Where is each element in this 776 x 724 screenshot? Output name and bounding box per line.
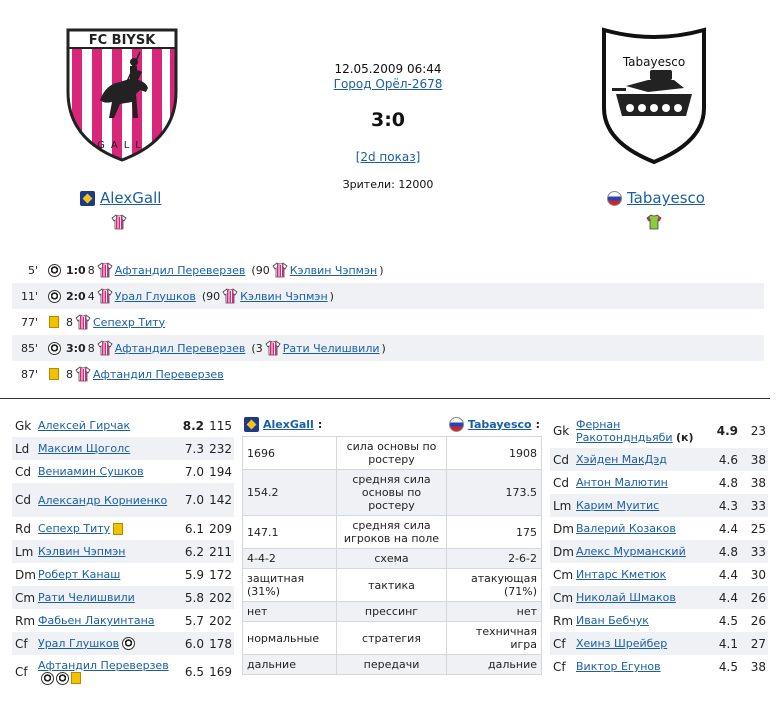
player-power: 38: [750, 475, 766, 490]
player-power: 25: [750, 521, 766, 536]
event-assist-close: ): [381, 341, 386, 355]
stats-row: [243, 655, 542, 675]
player-link[interactable]: Рати Челишвили: [38, 591, 135, 604]
event-assist-link[interactable]: Кэлвин Чэпмэн: [289, 263, 378, 277]
player-name-cell: [38, 591, 176, 604]
event-assist-link[interactable]: Кэлвин Чэпмэн: [240, 289, 328, 303]
away-lineup-row: [550, 632, 768, 655]
away-lineup-row: [550, 540, 768, 563]
player-power: 169: [209, 665, 232, 679]
away-lineup-row: [550, 586, 768, 609]
stats-table: [242, 436, 542, 675]
event-row: [12, 283, 764, 309]
player-rating: 4.6: [718, 452, 738, 467]
event-player-link[interactable]: Афтандил Переверзев: [114, 341, 246, 355]
event-player-number: 8: [87, 341, 95, 355]
stats-label: сила основы по ростеру: [337, 437, 447, 470]
player-rating: 4.8: [718, 544, 738, 559]
event-assist-minute: (90: [251, 263, 270, 277]
player-link[interactable]: Валерий Козаков: [576, 522, 676, 535]
event-player-link[interactable]: Афтандил Переверзев: [114, 263, 246, 277]
home-lineup-row: [12, 609, 234, 632]
event-row: [12, 361, 764, 387]
player-power: 26: [750, 590, 766, 605]
australia-flag-icon: [80, 191, 95, 206]
player-rating: 5.8: [184, 590, 204, 605]
event-icon: [44, 290, 64, 303]
player-position: Cm: [553, 590, 574, 605]
home-lineup-row: [12, 655, 234, 689]
player-name-cell: [576, 453, 710, 466]
player-rating: 4.3: [718, 498, 738, 513]
home-logo-text: FC BIYSK: [88, 33, 156, 48]
player-event-icons: [41, 672, 81, 685]
section-divider: [0, 398, 770, 399]
player-position: Cf: [553, 636, 566, 651]
stats-row: [243, 622, 542, 655]
home-shirt-icon: [222, 288, 238, 304]
event-icon: [44, 264, 64, 277]
stats-label: тактика: [337, 569, 447, 602]
stats-label: передачи: [337, 655, 447, 675]
player-position: Gk: [15, 418, 32, 433]
home-shirt-icon: [75, 366, 91, 382]
home-lineup-row: [12, 632, 234, 655]
stats-row: [243, 569, 542, 602]
event-score: 2:0: [66, 289, 86, 303]
player-rating: 4.5: [718, 659, 738, 674]
event-minute: 5': [27, 263, 38, 277]
stats-home-value: 154.2: [243, 470, 337, 516]
player-power: 38: [750, 659, 766, 674]
event-row: [12, 257, 764, 283]
australia-flag-icon: [244, 417, 259, 432]
player-name-cell: [576, 591, 710, 604]
home-lineup-row: [12, 483, 234, 517]
event-minute: 11': [20, 289, 38, 303]
player-rating: 6.5: [184, 665, 204, 679]
player-link[interactable]: Максим Щоголс: [38, 442, 131, 455]
player-power: 232: [209, 441, 232, 456]
away-team-link[interactable]: Tabayesco: [627, 189, 705, 207]
player-name-cell: [38, 545, 176, 558]
stats-away-team-link[interactable]: Tabayesco: [467, 417, 532, 431]
event-player-link[interactable]: Афтандил Переверзев: [93, 367, 224, 381]
player-link[interactable]: Хеинз Шрейбер: [576, 637, 668, 650]
home-shirt-icon: [265, 340, 281, 356]
ball-icon: [48, 342, 61, 355]
player-power: 202: [209, 613, 232, 628]
match-score: 3:0: [370, 109, 406, 131]
stats-away-value: 175: [447, 516, 542, 549]
player-position: Cd: [553, 452, 569, 467]
stats-home-value: нормальные: [243, 622, 337, 655]
stats-label: схема: [337, 549, 447, 569]
away-lineup-row: [550, 609, 768, 632]
stats-away-value: техничная игра: [447, 622, 542, 655]
stats-label: средняя сила основы по ростеру: [337, 470, 447, 516]
away-lineup-row: [550, 494, 768, 517]
player-link[interactable]: Хэйден МакДэд: [576, 453, 667, 466]
ball-icon: [41, 672, 54, 685]
home-lineup-row: [12, 414, 234, 437]
away-lineup-row: [550, 448, 768, 471]
home-lineup-row: [12, 563, 234, 586]
player-position: Lm: [15, 544, 34, 559]
player-event-icons: [113, 523, 123, 535]
away-lineup-row: [550, 471, 768, 494]
player-position: Cd: [15, 493, 31, 507]
stats-away-value: 173.5: [447, 470, 542, 516]
colon: :: [535, 417, 540, 431]
player-rating: 7.3: [184, 441, 204, 456]
home-lineup-row: [12, 437, 234, 460]
stats-header: [242, 412, 542, 436]
event-player-number: 4: [87, 289, 95, 303]
stats-home-value: защитная (31%): [243, 569, 337, 602]
event-icon: [44, 342, 64, 355]
event-player-number: 8: [87, 263, 95, 277]
player-link[interactable]: Николай Шмаков: [576, 591, 676, 604]
player-link[interactable]: Афтандил Переверзев: [38, 658, 169, 672]
russia-flag-icon: [607, 191, 622, 206]
event-assist-close: ): [379, 263, 384, 277]
event-assist-minute: (90: [201, 289, 221, 303]
player-power: 38: [750, 452, 766, 467]
player-position: Dm: [553, 521, 574, 536]
player-rating: 5.9: [184, 567, 204, 582]
player-rating: 6.2: [184, 544, 204, 559]
player-rating: 4.1: [718, 636, 738, 651]
player-name-cell: [38, 522, 176, 535]
player-power: 202: [209, 590, 232, 605]
player-name-cell: [576, 545, 710, 558]
yellow-card-icon: [113, 523, 123, 535]
away-lineup-row: [550, 414, 768, 448]
yellow-card-icon: [49, 368, 59, 380]
player-power: 178: [209, 636, 232, 651]
player-power: 115: [209, 418, 232, 433]
player-name-cell: [576, 637, 710, 650]
home-shirt-icon: [97, 262, 113, 278]
yellow-card-icon: [71, 672, 81, 684]
ball-icon: [48, 290, 61, 303]
player-name-cell: [38, 614, 176, 627]
stats-row: [243, 549, 542, 569]
player-power: 30: [750, 567, 766, 582]
player-position: Dm: [15, 567, 36, 582]
home-lineup-row: [12, 540, 234, 563]
ball-icon: [48, 264, 61, 277]
player-power: 211: [209, 544, 232, 559]
player-name-cell: [38, 465, 176, 478]
away-shirt-icon: [646, 214, 662, 230]
event-assist-close: ): [329, 289, 334, 303]
captain-mark: (к): [676, 431, 694, 444]
player-link[interactable]: Фабьен Лакуинтана: [38, 614, 155, 627]
stats-home-value: 1696: [243, 437, 337, 470]
player-power: 194: [209, 464, 232, 479]
stats-label: средняя сила игроков на поле: [337, 516, 447, 549]
player-link[interactable]: Александр Корниенко: [38, 493, 168, 507]
yellow-card-icon: [49, 316, 59, 328]
player-name-cell: [38, 419, 176, 432]
player-link[interactable]: Интарс Кметюк: [576, 568, 667, 581]
player-name-cell: [38, 494, 176, 507]
event-minute: 87': [20, 367, 38, 381]
away-lineup-row: [550, 517, 768, 540]
player-position: Cm: [553, 567, 574, 582]
stats-label: стратегия: [337, 622, 447, 655]
away-lineup-row: [550, 563, 768, 586]
player-link[interactable]: Сепехр Титу: [38, 522, 111, 535]
player-rating: 7.0: [184, 493, 204, 507]
player-name-cell: [576, 418, 710, 444]
player-link[interactable]: Карим Муитис: [576, 499, 660, 512]
player-name-cell: [576, 476, 710, 489]
event-score: 3:0: [66, 341, 86, 355]
event-score: 1:0: [66, 263, 86, 277]
player-link[interactable]: Фернан Ракотондндьяби: [576, 418, 673, 444]
stats-away-value: дальние: [447, 655, 542, 675]
player-rating: 6.0: [184, 636, 204, 651]
player-rating: 4.4: [718, 521, 738, 536]
event-icon: [44, 368, 64, 380]
player-power: 209: [209, 521, 232, 536]
player-name-cell: [576, 568, 710, 581]
away-team-logo: [596, 24, 712, 166]
home-lineup-row: [12, 517, 234, 540]
player-link[interactable]: Алексей Гирчак: [38, 419, 131, 432]
player-position: Rm: [15, 613, 36, 628]
away-lineup: [550, 414, 768, 678]
event-player-link[interactable]: Урал Глушков: [114, 289, 196, 303]
player-name-cell: [38, 637, 176, 651]
event-player-number: 8: [66, 367, 73, 381]
match-stats: [242, 412, 542, 675]
player-name-cell: [576, 660, 710, 673]
home-team-header: [80, 189, 161, 207]
stats-row: [243, 437, 542, 470]
player-power: 33: [750, 498, 766, 513]
match-datetime: 12.05.2009 06:44: [334, 62, 442, 76]
stats-away-value: 1908: [447, 437, 542, 470]
player-name-cell: [38, 659, 176, 686]
colon: :: [317, 417, 323, 431]
ball-icon: [56, 672, 69, 685]
show-2d-link[interactable]: [2d показ]: [355, 150, 421, 164]
player-position: Rm: [553, 613, 574, 628]
player-rating: 4.9: [716, 424, 738, 438]
home-shirt-icon: [97, 288, 113, 304]
player-position: Ld: [15, 441, 30, 456]
home-shirt-icon: [97, 340, 113, 356]
stats-row: [243, 602, 542, 622]
player-position: Cd: [15, 464, 31, 479]
home-shirt-icon: [111, 214, 127, 230]
player-name-cell: [38, 442, 176, 455]
away-logo-text: Tabayesco: [622, 55, 686, 69]
player-link[interactable]: Роберт Канаш: [38, 568, 121, 581]
home-lineup: [12, 414, 234, 689]
player-link[interactable]: Кэлвин Чэпмэн: [38, 545, 126, 558]
event-player-link[interactable]: Сепехр Титу: [93, 315, 166, 329]
player-position: Rd: [15, 521, 31, 536]
player-name-cell: [576, 499, 710, 512]
home-team-link[interactable]: AlexGall: [100, 189, 162, 207]
player-rating: 6.1: [184, 521, 204, 536]
player-rating: 4.4: [718, 567, 738, 582]
event-row: [12, 309, 764, 335]
ball-icon: [122, 637, 135, 650]
away-team-header: [607, 189, 705, 207]
player-power: 27: [750, 636, 766, 651]
stats-home-value: 147.1: [243, 516, 337, 549]
player-position: Dm: [553, 544, 574, 559]
russia-flag-icon: [449, 417, 464, 432]
player-rating: 4.8: [718, 475, 738, 490]
stats-away-value: 2-6-2: [447, 549, 542, 569]
event-assist-minute: (3: [251, 341, 263, 355]
stats-home-team-link[interactable]: AlexGall: [263, 417, 314, 431]
player-name-cell: [576, 614, 710, 627]
player-link[interactable]: Вениамин Сушков: [38, 465, 144, 478]
player-position: Cm: [15, 590, 36, 605]
player-link[interactable]: Алекс Мурманский: [576, 545, 686, 558]
stats-home-value: дальние: [243, 655, 337, 675]
match-city-link[interactable]: Город Орёл-2678: [333, 77, 443, 91]
player-rating: 5.7: [184, 613, 204, 628]
player-position: Gk: [553, 424, 570, 438]
home-team-logo: [62, 22, 182, 164]
player-link[interactable]: Антон Малютин: [576, 476, 668, 489]
away-lineup-row: [550, 655, 768, 678]
stats-away-value: нет: [447, 602, 542, 622]
event-row: [12, 335, 764, 361]
player-name-cell: [38, 568, 176, 581]
event-player-number: 8: [66, 315, 73, 329]
event-icon: [44, 316, 64, 328]
player-link[interactable]: Виктор Егунов: [576, 660, 661, 673]
home-shirt-icon: [75, 314, 91, 330]
stats-label: прессинг: [337, 602, 447, 622]
match-attendance: Зрители: 12000: [342, 178, 434, 191]
home-shirt-icon: [272, 262, 288, 278]
player-power: 142: [209, 493, 232, 507]
player-position: Cf: [15, 636, 28, 651]
player-name-cell: [576, 522, 710, 535]
match-events: [12, 257, 764, 387]
player-position: Lm: [553, 498, 572, 513]
player-power: 26: [750, 613, 766, 628]
home-lineup-row: [12, 586, 234, 609]
player-position: Cd: [553, 475, 569, 490]
stats-home-value: нет: [243, 602, 337, 622]
event-assist-link[interactable]: Рати Челишвили: [282, 341, 380, 355]
stats-row: [243, 470, 542, 516]
stats-away-value: атакующая (71%): [447, 569, 542, 602]
player-rating: 4.4: [718, 590, 738, 605]
player-power: 172: [209, 567, 232, 582]
event-minute: 85': [20, 341, 38, 355]
player-rating: 8.2: [182, 418, 204, 433]
player-rating: 4.5: [718, 613, 738, 628]
player-position: Cf: [15, 665, 28, 679]
home-logo-bottom-text: GALL: [97, 140, 147, 151]
player-power: 23: [750, 424, 766, 438]
player-link[interactable]: Урал Глушков: [38, 636, 120, 650]
home-lineup-row: [12, 460, 234, 483]
event-minute: 77': [20, 315, 38, 329]
player-link[interactable]: Иван Бебчук: [576, 614, 649, 627]
player-rating: 7.0: [184, 464, 204, 479]
player-event-icons: [122, 637, 135, 650]
player-power: 33: [750, 544, 766, 559]
stats-home-value: 4-4-2: [243, 549, 337, 569]
player-position: Cf: [553, 659, 566, 674]
stats-row: [243, 516, 542, 549]
